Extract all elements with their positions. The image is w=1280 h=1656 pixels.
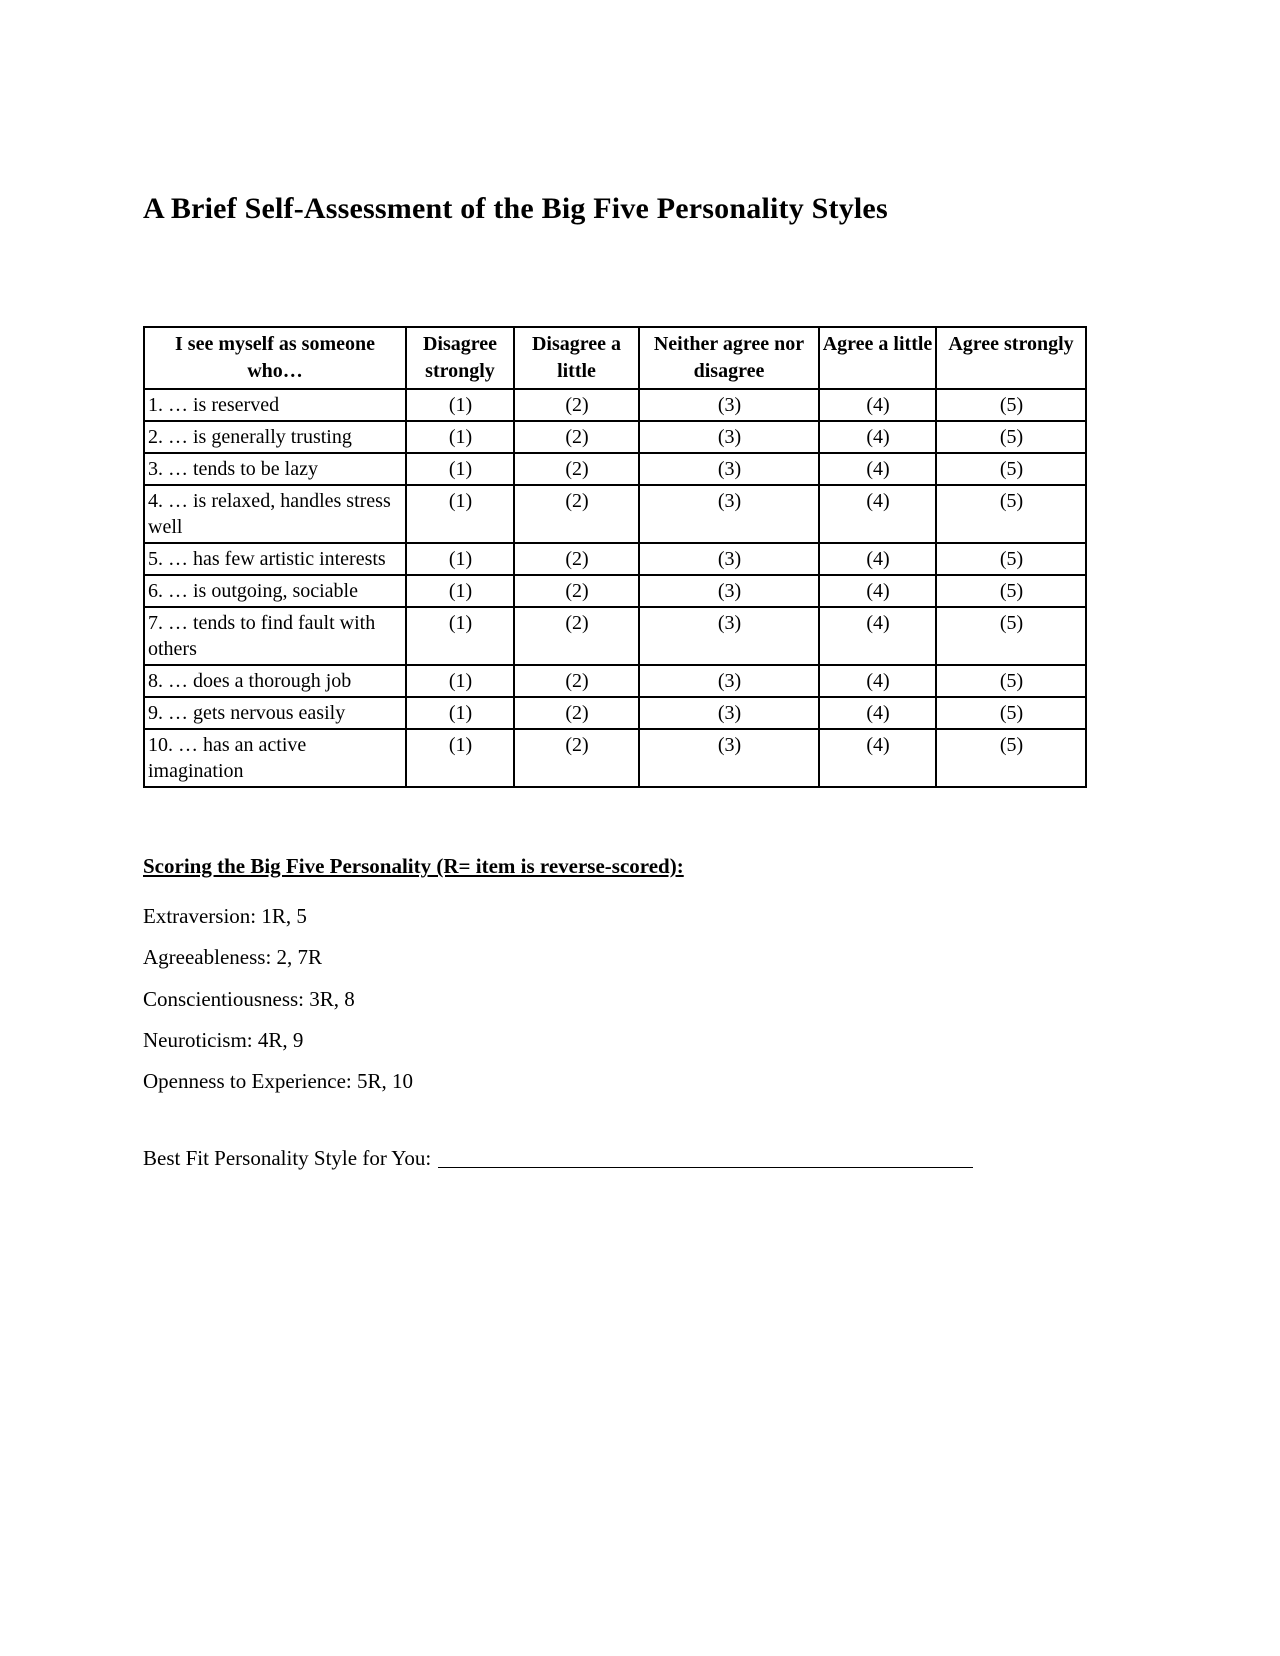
best-fit-row	[143, 1146, 1210, 1171]
rating-option: (2)	[514, 543, 639, 575]
table-header-row	[144, 327, 1086, 389]
rating-option: (1)	[406, 665, 514, 697]
scoring-item-openness: Openness to Experience: 5R, 10	[143, 1069, 414, 1093]
assessment-table-body	[144, 389, 1086, 787]
rating-option: (4)	[819, 421, 936, 453]
table-row	[144, 485, 1086, 543]
rating-option: (2)	[514, 485, 639, 543]
rating-option: (2)	[514, 453, 639, 485]
rating-option: (4)	[819, 485, 936, 543]
table-row	[144, 543, 1086, 575]
rating-option: (5)	[936, 665, 1086, 697]
fill-in-line	[438, 1167, 973, 1168]
rating-option: (4)	[819, 729, 936, 787]
rating-option: (1)	[406, 575, 514, 607]
rating-option: (2)	[514, 665, 639, 697]
assessment-table	[143, 326, 1087, 788]
scoring-item-conscientiousness: Conscientiousness: 3R, 8	[143, 986, 355, 1011]
column-header-disagree-strongly: Disagree strongly	[406, 327, 514, 389]
statement-cell: 7. … tends to find fault with others	[144, 607, 406, 665]
rating-option: (4)	[819, 543, 936, 575]
rating-option: (3)	[639, 665, 819, 697]
column-header-disagree-a-little: Disagree a little	[514, 327, 639, 389]
rating-option: (4)	[819, 665, 936, 697]
scoring-item-neuroticism: Neuroticism: 4R, 9	[143, 1027, 304, 1052]
statement-cell: 1. … is reserved	[144, 389, 406, 421]
rating-option: (3)	[639, 453, 819, 485]
rating-option: (5)	[936, 575, 1086, 607]
rating-option: (2)	[514, 575, 639, 607]
statement-cell: 6. … is outgoing, sociable	[144, 575, 406, 607]
scoring-item-extraversion: Extraversion: 1R, 5	[143, 904, 307, 928]
statement-cell: 8. … does a thorough job	[144, 665, 406, 697]
scoring-heading: Scoring the Big Five Personality (R= item is reverse-scored):	[143, 854, 684, 878]
rating-option: (3)	[639, 421, 819, 453]
rating-option: (5)	[936, 729, 1086, 787]
rating-option: (1)	[406, 453, 514, 485]
rating-option: (3)	[639, 485, 819, 543]
table-row	[144, 575, 1086, 607]
rating-option: (2)	[514, 729, 639, 787]
rating-option: (4)	[819, 453, 936, 485]
rating-option: (3)	[639, 575, 819, 607]
rating-option: (5)	[936, 421, 1086, 453]
rating-option: (2)	[514, 389, 639, 421]
table-row	[144, 607, 1086, 665]
rating-option: (5)	[936, 389, 1086, 421]
table-row	[144, 421, 1086, 453]
rating-option: (5)	[936, 607, 1086, 665]
rating-option: (4)	[819, 697, 936, 729]
rating-option: (1)	[406, 697, 514, 729]
table-row	[144, 389, 1086, 421]
best-fit-label: Best Fit Personality Style for You:	[143, 1146, 432, 1171]
column-header-agree-a-little: Agree a little	[819, 327, 936, 389]
rating-option: (2)	[514, 607, 639, 665]
statement-cell: 9. … gets nervous easily	[144, 697, 406, 729]
rating-option: (4)	[819, 607, 936, 665]
rating-option: (1)	[406, 421, 514, 453]
document-title: A Brief Self-Assessment of the Big Five Personality Styles	[143, 192, 888, 225]
scoring-list	[143, 903, 1210, 1094]
rating-option: (3)	[639, 607, 819, 665]
statement-cell: 5. … has few artistic interests	[144, 543, 406, 575]
rating-option: (4)	[819, 389, 936, 421]
statement-cell: 4. … is relaxed, handles stress well	[144, 485, 406, 543]
table-row	[144, 453, 1086, 485]
table-row	[144, 697, 1086, 729]
rating-option: (3)	[639, 389, 819, 421]
rating-option: (5)	[936, 543, 1086, 575]
rating-option: (3)	[639, 543, 819, 575]
rating-option: (2)	[514, 421, 639, 453]
column-header-neither: Neither agree nor disagree	[639, 327, 819, 389]
rating-option: (5)	[936, 485, 1086, 543]
table-row	[144, 729, 1086, 787]
rating-option: (1)	[406, 607, 514, 665]
rating-option: (1)	[406, 729, 514, 787]
statement-cell: 10. … has an active imagination	[144, 729, 406, 787]
scoring-item-agreeableness: Agreeableness: 2, 7R	[143, 945, 323, 970]
rating-option: (1)	[406, 485, 514, 543]
rating-option: (5)	[936, 697, 1086, 729]
statement-cell: 2. … is generally trusting	[144, 421, 406, 453]
rating-option: (3)	[639, 697, 819, 729]
table-row	[144, 665, 1086, 697]
column-header-statement: I see myself as someone who…	[144, 327, 406, 389]
column-header-agree-strongly: Agree strongly	[936, 327, 1086, 389]
rating-option: (5)	[936, 453, 1086, 485]
rating-option: (1)	[406, 389, 514, 421]
rating-option: (2)	[514, 697, 639, 729]
rating-option: (4)	[819, 575, 936, 607]
rating-option: (3)	[639, 729, 819, 787]
rating-option: (1)	[406, 543, 514, 575]
statement-cell: 3. … tends to be lazy	[144, 453, 406, 485]
